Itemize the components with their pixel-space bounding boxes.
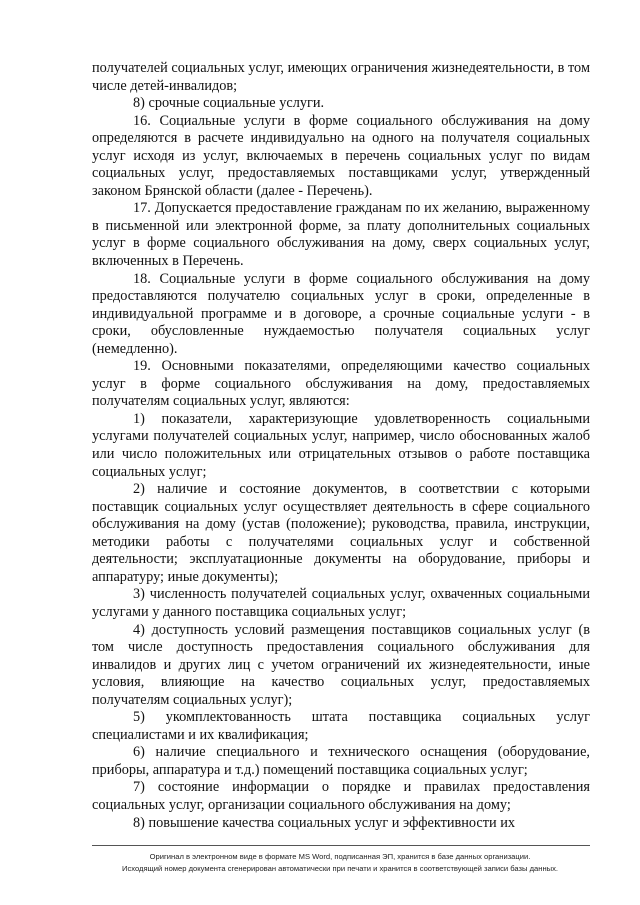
list-item-1: 1) показатели, характеризующие удовлетворенность социальными услугами получателей социальных услуг, например, число обоснованных жалоб или число положительных или отрицательных отзывов о работе поставщика социальных услуг;	[92, 410, 590, 480]
page-footer	[60, 851, 620, 875]
list-item-7: 7) состояние информации о порядке и правилах предоставления социальных услуг, организации социального обслуживания на дому;	[92, 779, 590, 813]
paragraph-17: 17. Допускается предоставление гражданам по их желанию, выраженному в письменной или электронной форме, за плату дополнительных социальных услуг в форме социального обслуживания на дому, сверх социальных услуг, включенных в Перечень.	[92, 200, 590, 270]
list-item-8-urgent-services: 8) срочные социальные услуги.	[133, 95, 325, 112]
footer-note-original: Оригинал в электронном виде в формате MS Word, подписанная ЭП, хранится в базе данных организации.	[149, 852, 531, 861]
list-item-6: 6) наличие специального и технического оснащения (оборудование, приборы, аппаратура и т.д.) помещений поставщика социальных услуг;	[92, 744, 590, 778]
paragraph-16: 16. Социальные услуги в форме социального обслуживания на дому определяются в расчете индивидуально на одного на получателя социальных услуг исходя из услуг, включаемых в перечень социальных услуг по видам социальных услуг, предоставляемых поставщиками услуг, утвержденный законом Брянской области (далее - Перечень).	[92, 112, 590, 199]
list-item-2: 2) наличие и состояние документов, в соответствии с которыми поставщик социальных услуг осуществляет деятельность в сфере социального обслуживания на дому (устав (положение); руководства, правила, инструкции, методики работы с получателями социальных услуг и собственной деятельности; эксплуатационные документы на оборудование, приборы и аппаратуру; иные документы);	[92, 481, 590, 585]
list-item-8: 8) повышение качества социальных услуг и эффективности их	[133, 814, 516, 831]
paragraph-19: 19. Основными показателями, определяющими качество социальных услуг в форме социального обслуживания на дому, предоставляемых получателям социальных услуг, являются:	[92, 358, 590, 410]
footer-note-number: Исходящий номер документа сгенерирован автоматически при печати и хранится в соответствующей записи базы данных.	[121, 864, 558, 873]
document-body	[92, 60, 590, 832]
list-item-4: 4) доступность условий размещения поставщиков социальных услуг (в том числе доступность предоставления социального обслуживания для инвалидов и других лиц с учетом ограничений их жизнедеятельности, иные условия, влияющие на качество социальных услуг, предоставляемых получателям социальных услуг);	[92, 621, 590, 708]
paragraph-continuation: получателей социальных услуг, имеющих ограничения жизнедеятельности, в том числе детей-инвалидов;	[92, 60, 590, 94]
footer-divider	[92, 845, 590, 846]
list-item-3: 3) численность получателей социальных услуг, охваченных социальными услугами у данного поставщика социальных услуг;	[92, 586, 590, 620]
paragraph-18: 18. Социальные услуги в форме социального обслуживания на дому предоставляются получателю социальных услуг в сроки, определенные в индивидуальной программе и в договоре, а срочные социальные услуги - в сроки, обусловленные нуждаемостью получателя социальных услуг (немедленно).	[92, 270, 590, 357]
list-item-5: 5) укомплектованность штата поставщика социальных услуг специалистами и их квалификация;	[92, 709, 590, 743]
